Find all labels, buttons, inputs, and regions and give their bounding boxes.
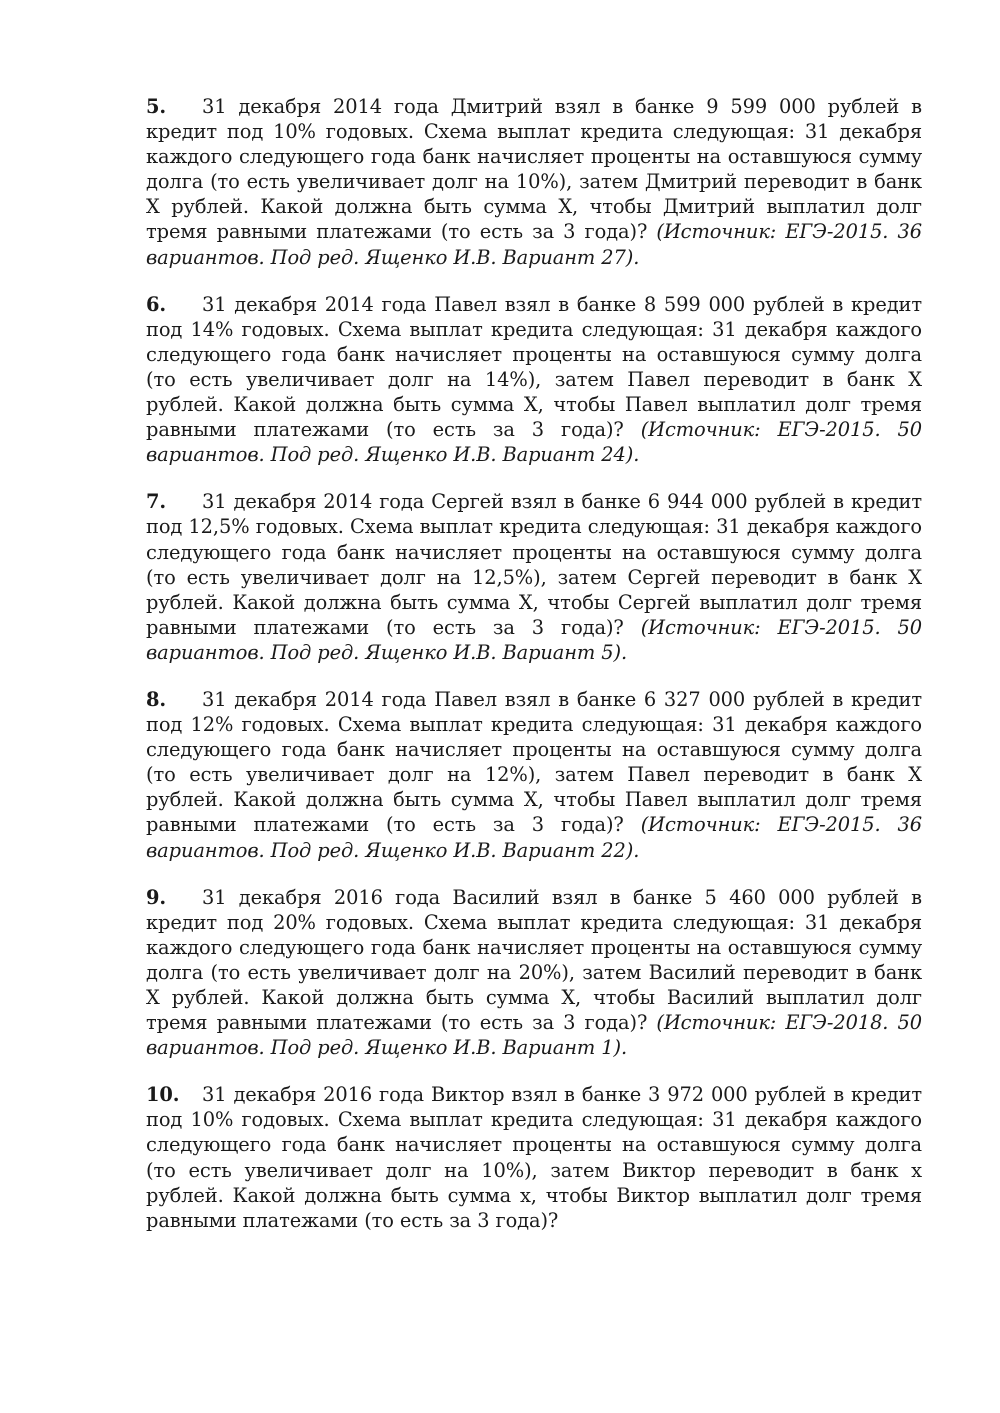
problem-source: (Источник: ЕГЭ-2015. 36 вариантов. Под ред. Ященко И.В. Вариант 22).: [146, 813, 922, 862]
problem-text: 31 декабря 2014 года Дмитрий взял в банке 9 599 000 рублей в кредит под 10% годовых. Схема выплат кредита следующая: 31 декабря каждого следующего года банк начисляет проценты на оставшуюся сумму долга (то есть увеличивает долг на 10%), затем Дмитрий переводит в банк Х рублей. Какой должна быть сумма Х, чтобы Дмитрий выплатил долг тремя равными платежами (то есть за 3 года)?: [146, 95, 922, 244]
problem-source: (Источник: ЕГЭ-2018. 50 вариантов. Под ред. Ященко И.В. Вариант 1).: [146, 1011, 922, 1060]
problem-number: 6.: [146, 292, 167, 316]
problem-text: 31 декабря 2014 года Сергей взял в банке 6 944 000 рублей в кредит под 12,5% годовых. Схема выплат кредита следующая: 31 декабря каждого следующего года банк начисляет проценты на оставшуюся сумму долга (то есть увеличивает долг на 12,5%), затем Сергей переводит в банк Х рублей. Какой должна быть сумма Х, чтобы Сергей выплатил долг тремя равными платежами (то есть за 3 года)?: [146, 490, 922, 639]
problem-source: (Источник: ЕГЭ-2015. 36 вариантов. Под ред. Ященко И.В. Вариант 27).: [146, 220, 922, 269]
problem-text: 31 декабря 2014 года Павел взял в банке 8 599 000 рублей в кредит под 14% годовых. Схема выплат кредита следующая: 31 декабря каждого следующего года банк начисляет проценты на оставшуюся сумму долга (то есть увеличивает долг на 14%), затем Павел переводит в банк Х рублей. Какой должна быть сумма Х, чтобы Павел выплатил долг тремя равными платежами (то есть за 3 года)?: [146, 292, 922, 442]
problem-source: (Источник: ЕГЭ-2015. 50 вариантов. Под ред. Ященко И.В. Вариант 24).: [146, 418, 922, 467]
problem-10: [146, 1082, 922, 1233]
problem-5: [146, 94, 922, 270]
problem-text: 31 декабря 2016 года Василий взял в банке 5 460 000 рублей в кредит под 20% годовых. Схема выплат кредита следующая: 31 декабря каждого следующего года банк начисляет проценты на оставшуюся сумму долга (то есть увеличивает долг на 20%), затем Василий переводит в банк Х рублей. Какой должна быть сумма Х, чтобы Василий выплатил долг тремя равными платежами (то есть за 3 года)?: [146, 885, 922, 1035]
problem-text: 31 декабря 2016 года Виктор взял в банке 3 972 000 рублей в кредит под 10% годовых. Схема выплат кредита следующая: 31 декабря каждого следующего года банк начисляет проценты на оставшуюся сумму долга (то есть увеличивает долг на 10%), затем Виктор переводит в банк х рублей. Какой должна быть сумма х, чтобы Виктор выплатил долг тремя равными платежами (то есть за 3 года)?: [146, 1083, 922, 1232]
document-page: [146, 94, 922, 1255]
problem-7: [146, 489, 922, 665]
problem-number: 7.: [146, 490, 167, 514]
problem-text: 31 декабря 2014 года Павел взял в банке 6 327 000 рублей в кредит под 12% годовых. Схема выплат кредита следующая: 31 декабря каждого следующего года банк начисляет проценты на оставшуюся сумму долга (то есть увеличивает долг на 12%), затем Павел переводит в банк Х рублей. Какой должна быть сумма Х, чтобы Павел выплатил долг тремя равными платежами (то есть за 3 года)?: [146, 687, 922, 837]
problem-number: 5.: [146, 95, 167, 118]
problem-8: [146, 687, 922, 863]
problem-9: [146, 885, 922, 1061]
problem-number: 8.: [146, 687, 167, 711]
problem-number: 10.: [146, 1083, 180, 1107]
problem-6: [146, 292, 922, 468]
problem-number: 9.: [146, 885, 167, 909]
problem-source: (Источник: ЕГЭ-2015. 50 вариантов. Под ред. Ященко И.В. Вариант 5).: [146, 615, 922, 664]
